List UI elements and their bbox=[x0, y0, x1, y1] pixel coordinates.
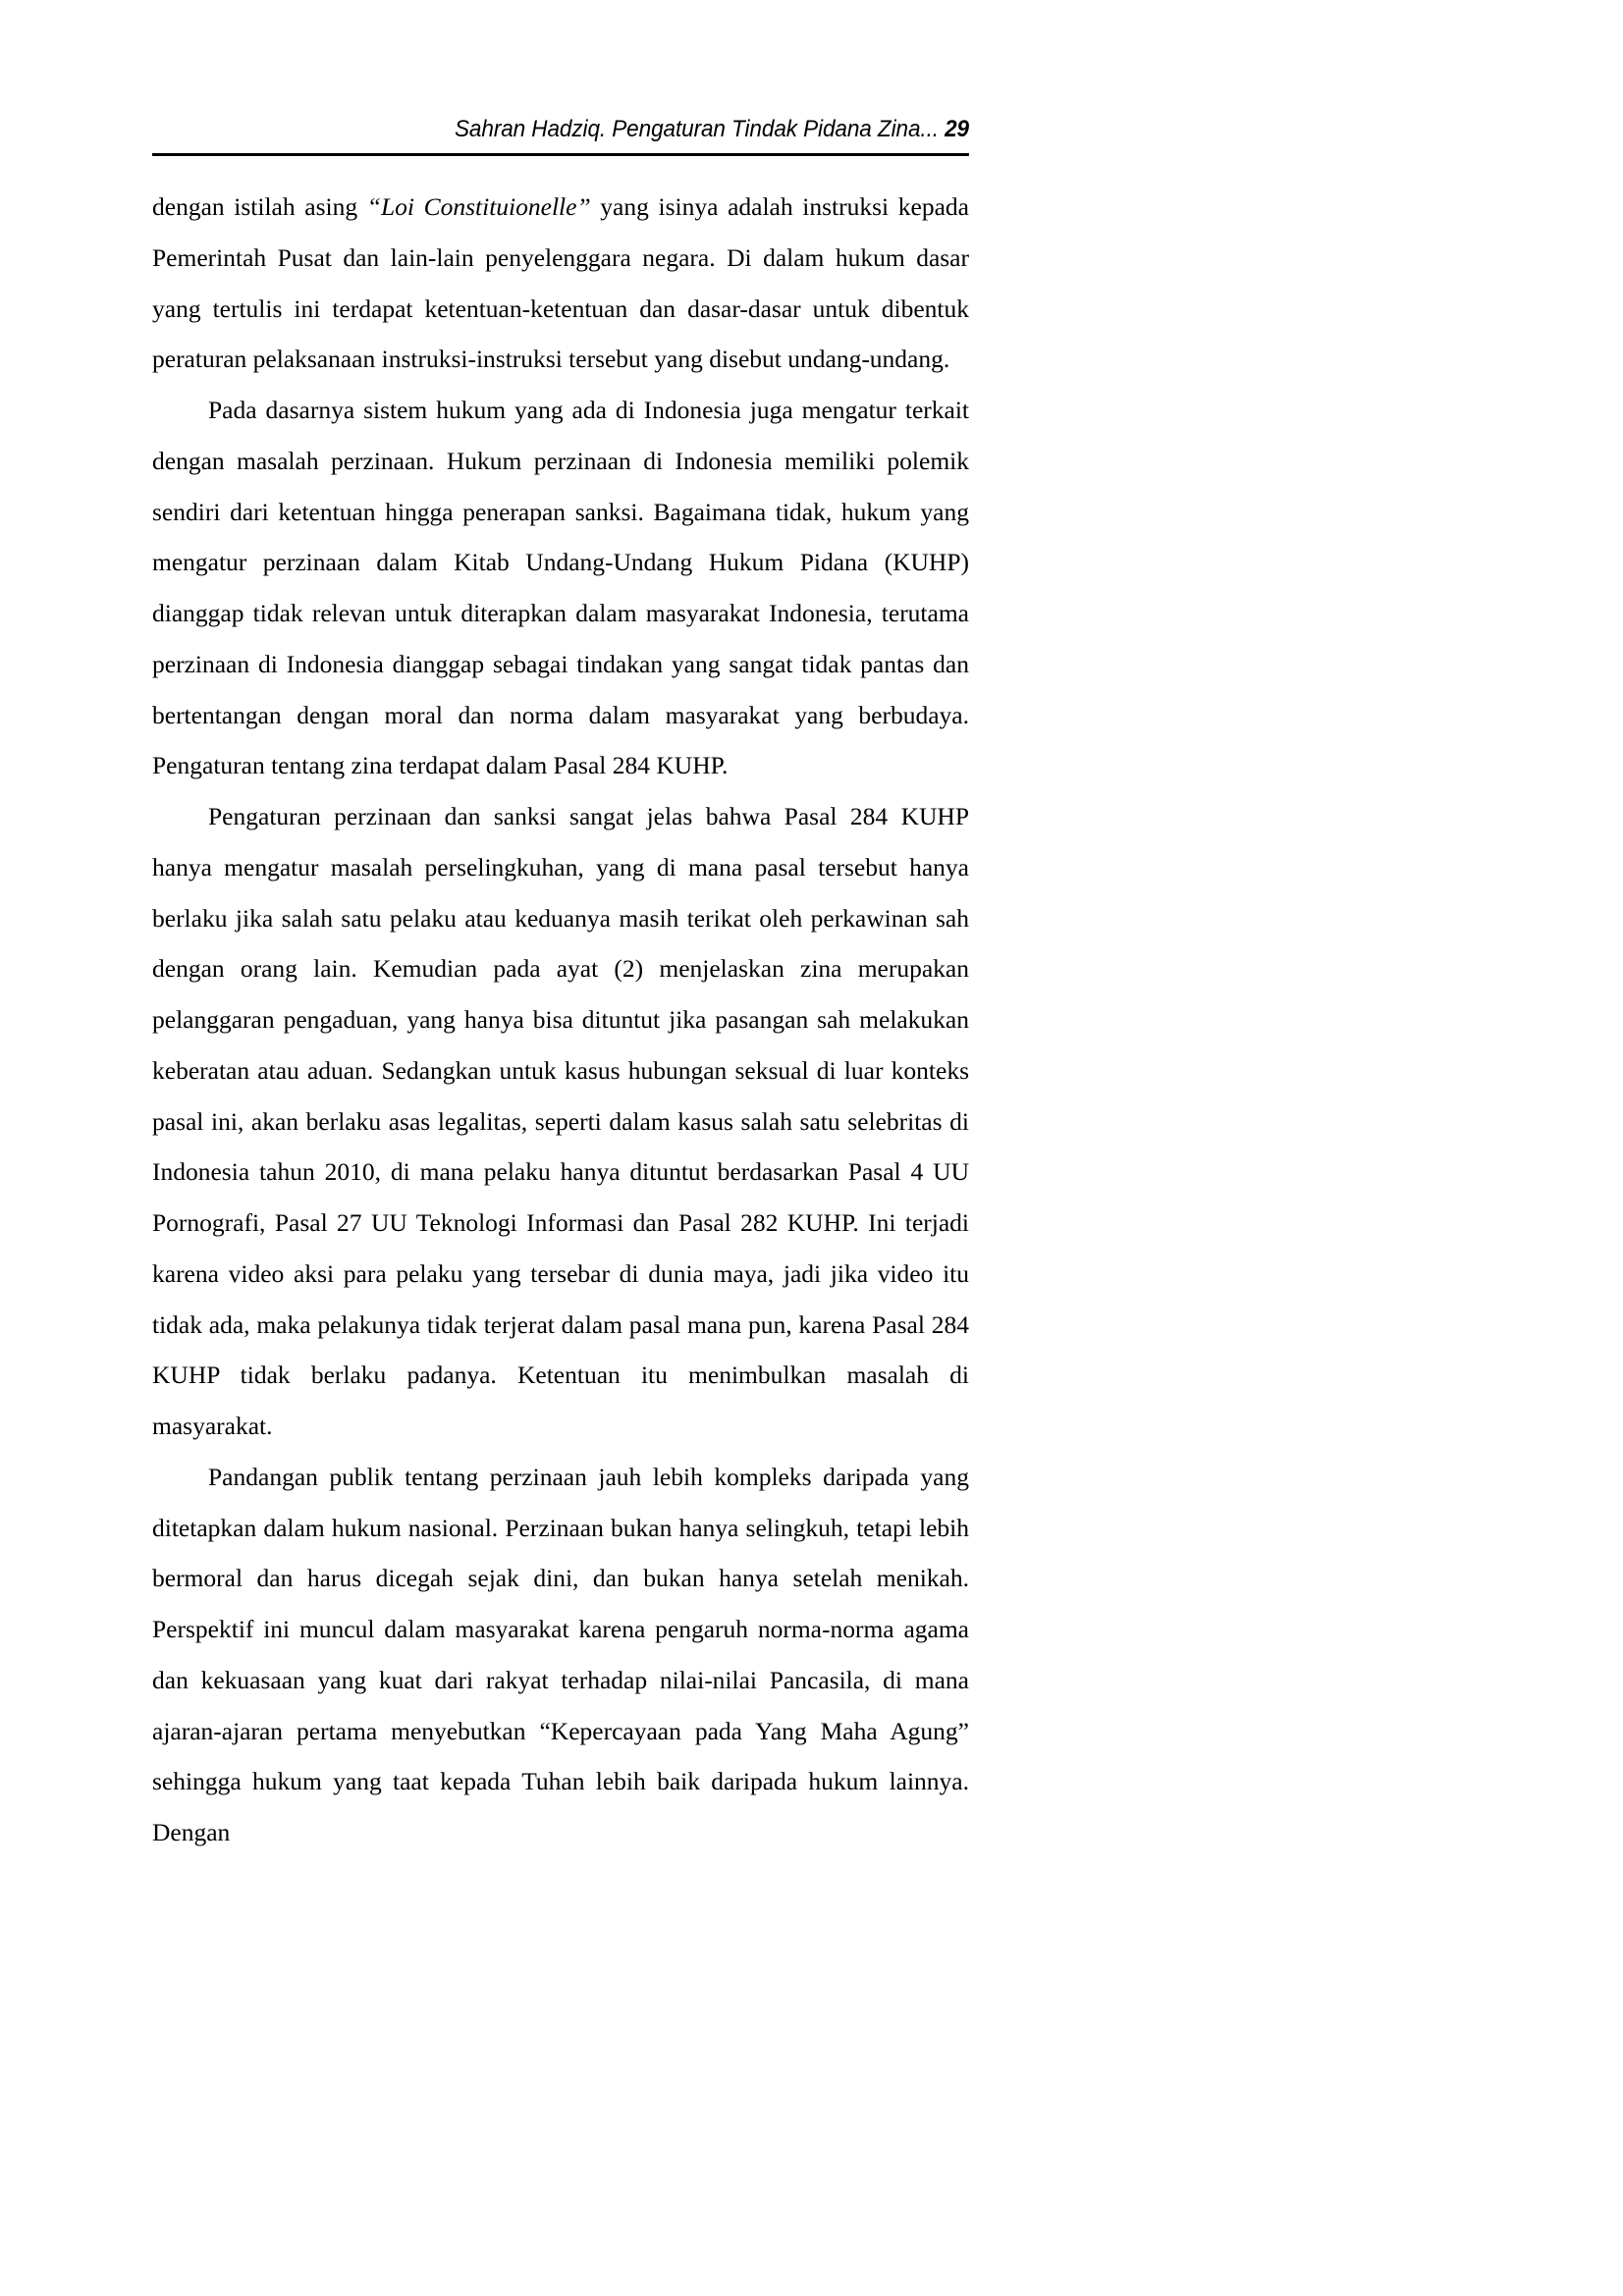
paragraph-3: Pengaturan perzinaan dan sanksi sangat jelas bahwa Pasal 284 KUHP hanya mengatur masalah perselingkuhan, yang di mana pasal tersebut hanya berlaku jika salah satu pelaku atau keduanya masih terikat oleh perkawinan sah dengan orang lain. Kemudian pada ayat (2) menjelaskan zina merupakan pelanggaran pengaduan, yang hanya bisa dituntut jika pasangan sah melakukan keberatan atau aduan. Sedangkan untuk kasus hubungan seksual di luar konteks pasal ini, akan berlaku asas legalitas, seperti dalam kasus salah satu selebritas di Indonesia tahun 2010, di mana pelaku hanya dituntut berdasarkan Pasal 4 UU Pornografi, Pasal 27 UU Teknologi Informasi dan Pasal 282 KUHP. Ini terjadi karena video aksi para pelaku yang tersebar di dunia maya, jadi jika video itu tidak ada, maka pelakunya tidak terjerat dalam pasal mana pun, karena Pasal 284 KUHP tidak berlaku padanya. Ketentuan itu menimbulkan masalah di masyarakat. bbox=[152, 802, 969, 1441]
page-number: 29 bbox=[945, 116, 969, 142]
running-head-title: Sahran Hadziq. Pengaturan Tindak Pidana Zina... bbox=[454, 116, 939, 142]
running-head bbox=[218, 116, 969, 143]
paragraph-2: Pada dasarnya sistem hukum yang ada di Indonesia juga mengatur terkait dengan masalah perzinaan. Hukum perzinaan di Indonesia memiliki polemik sendiri dari ketentuan hingga penerapan sanksi. Bagaimana tidak, hukum yang mengatur perzinaan dalam Kitab Undang-Undang Hukum Pidana (KUHP) dianggap tidak relevan untuk diterapkan dalam masyarakat Indonesia, terutama perzinaan di Indonesia dianggap sebagai tindakan yang sangat tidak pantas dan bertentangan dengan moral dan norma dalam masyarakat yang berbudaya. Pengaturan tentang zina terdapat dalam Pasal 284 KUHP. bbox=[152, 396, 969, 780]
paragraph-1-segment-3: yang isinya adalah instruksi kepada Pemerintah Pusat dan lain-lain penyelenggara negara. Di dalam hukum dasar yang tertulis ini terdapat ketentuan-ketentuan dan dasar-dasar untuk dibentuk peraturan pelaksanaan instruksi-instruksi tersebut yang disebut undang-undang. bbox=[152, 192, 969, 374]
body-text-block bbox=[152, 182, 969, 1858]
paragraph-4: Pandangan publik tentang perzinaan jauh lebih kompleks daripada yang ditetapkan dalam hukum nasional. Perzinaan bukan hanya selingkuh, tetapi lebih bermoral dan harus dicegah sejak dini, dan bukan hanya setelah menikah. Perspektif ini muncul dalam masyarakat karena pengaruh norma-norma agama dan kekuasaan yang kuat dari rakyat terhadap nilai-nilai Pancasila, di mana ajaran-ajaran pertama menyebutkan “Kepercayaan pada Yang Maha Agung” sehingga hukum yang taat kepada Tuhan lebih baik daripada hukum lainnya. Dengan bbox=[152, 1462, 969, 1847]
header-rule-divider bbox=[152, 153, 969, 156]
foreign-term-loi-constituionelle: “Loi Constituionelle” bbox=[366, 192, 591, 222]
content-column bbox=[152, 116, 969, 1858]
paragraph-1 bbox=[152, 182, 969, 385]
paragraph-1-segment-1: dengan istilah asing bbox=[152, 192, 367, 222]
